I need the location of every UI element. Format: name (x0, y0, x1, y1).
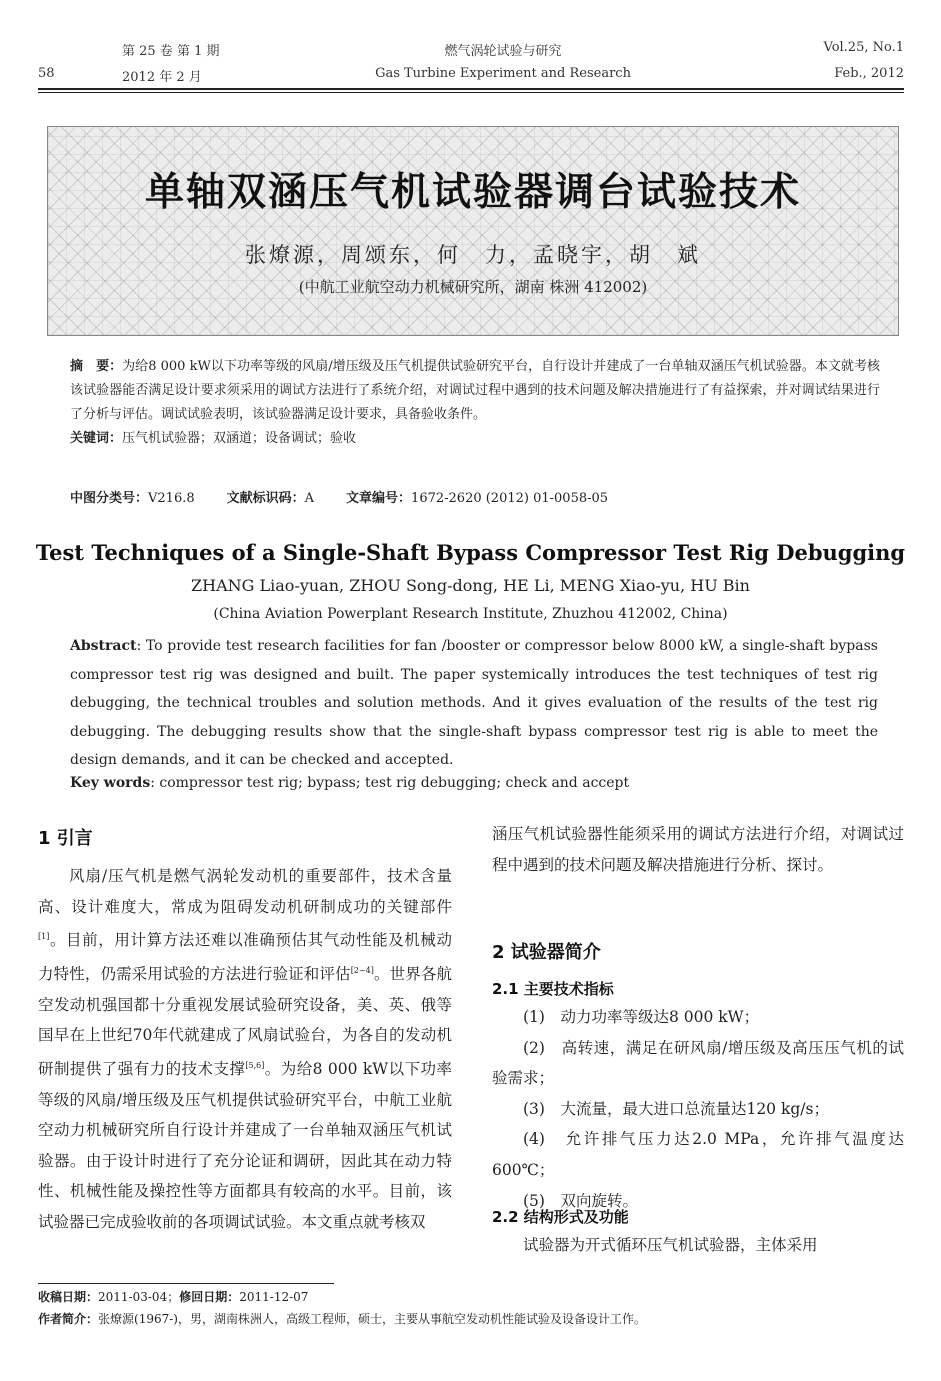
spec-item-5: (5) 双向旋转。 (523, 1191, 638, 1210)
article-no-value: 1672-2620 (2012) 01-0058-05 (411, 491, 609, 506)
abstract-en-text: : To provide test research facilities for fan /booster or compressor below 8000 kW, a single-shaft bypass compressor test rig was designed and built. The paper systemically introduces the test techniques of test rig debugging, the technical troubles and solution methods. And it gives evaluation of the results of the test rig debugging. The debugging results show that the single-shaft bypass compressor test rig is able to meet the design demands, and it can be checked and accepted. (70, 638, 878, 768)
header-page-number: 58 (38, 66, 55, 81)
author-bio-text: 张燎源(1967-)，男，湖南株洲人，高级工程师，硕士，主要从事航空发动机性能试验及设备设计工作。 (98, 1312, 646, 1326)
spec-item-1: (1) 动力功率等级达8 000 kW； (523, 1008, 760, 1026)
header-date-en: Feb., 2012 (834, 66, 904, 81)
abstract-cn-text: 为给8 000 kW以下功率等级的风扇/增压级及压气机提供试验研究平台，自行设计并建成了一台单轴双涵压气机试验器。本文就考核该试验器能否满足设计要求须采用的调试方法进行了系统介绍，对调试过程中遇到的技术问题及解决措施进行了有益探索，并对调试结果进行了分析与评估。调试试验表明，该试验器满足设计要求，具备验收条件。 (70, 359, 880, 422)
affiliation-en: (China Aviation Powerplant Research Institute, Zhuzhou 412002, China) (213, 606, 728, 622)
para-segment: 。为给8 000 kW以下功率等级的风扇/增压级及压气机提供试验研究平台，中航工业航空动力机械研究所自行设计并建成了一台单轴双涵压气机试验器。由于设计时进行了充分论证和调研，因此其在动力特性、机械性能及操控性等方面都具有较高的水平。目前，该试验器已完成验收前的各项调试试验。本文重点就考核双 (38, 1060, 452, 1231)
spec-list (492, 1002, 904, 1216)
paper-title-cn: 单轴双涵压气机试验器调台试验技术 (144, 170, 801, 215)
header-journal-en: Gas Turbine Experiment and Research (375, 66, 631, 81)
paper-title-en: Test Techniques of a Single-Shaft Bypass Compressor Test Rig Debugging (35, 540, 906, 565)
para-segment: 。世界各航空发动机强国都十分重视发展试验研究设备，美、英、俄等国早在上世纪70年代就建成了风扇试验台，为各自的发动机研制提供了强有力的技术支撑 (38, 965, 452, 1079)
header-rule-thin (38, 92, 904, 93)
footnote-dates: 收稿日期：2011-03-04；修回日期：2011-12-07 (38, 1290, 309, 1304)
section-1-heading: 1 引言 (38, 828, 93, 849)
header-volume-issue-cn: 第 25 卷 第 1 期 (122, 44, 220, 59)
header-volume-issue-en: Vol.25, No.1 (823, 40, 904, 55)
abstract-cn (70, 355, 880, 451)
doc-code-label: 文献标识码： (226, 491, 305, 506)
abstract-cn-label: 摘 要： (70, 359, 123, 374)
keywords-en (70, 775, 878, 791)
citation: [1] (38, 932, 50, 942)
keywords-cn (70, 427, 880, 451)
doc-code-value: A (304, 491, 315, 506)
clc-value: V216.8 (148, 491, 195, 506)
title-block (47, 126, 899, 336)
classification-line (70, 487, 608, 506)
revised-date: 2011-12-07 (239, 1290, 309, 1304)
abstract-en (70, 632, 878, 775)
header-journal-cn: 燃气涡轮试验与研究 (444, 44, 562, 59)
section-2-heading: 2 试验器简介 (492, 942, 601, 963)
para-segment: 。目前，用计算方法还难以准确预估其气动性能及机械动力特性，仍需采用试验的方法进行验证和评估 (38, 931, 452, 984)
keywords-cn-text: 压气机试验器；双涵道；设备调试；验收 (122, 431, 357, 446)
revised-label: 修回日期： (179, 1290, 240, 1304)
received-date: 2011-03-04 (98, 1290, 168, 1304)
author-bio-label: 作者简介： (38, 1312, 99, 1326)
subsection-2-2-text: 试验器为开式循环压气机试验器，主体采用 (523, 1236, 818, 1254)
abstract-en-label: Abstract (70, 638, 137, 654)
article-no-label: 文章编号： (346, 491, 412, 506)
authors-en: ZHANG Liao-yuan, ZHOU Song-dong, HE Li, MENG Xiao-yu, HU Bin (191, 576, 750, 595)
keywords-en-text: : compressor test rig; bypass; test rig debugging; check and accept (150, 775, 630, 791)
clc-label: 中图分类号： (70, 491, 149, 506)
citation: [2~4] (350, 965, 374, 975)
subsection-2-1-heading: 2.1 主要技术指标 (492, 980, 614, 998)
affiliation-cn: (中航工业航空动力机械研究所，湖南 株洲 412002) (298, 278, 648, 296)
para-segment: 风扇/压气机是燃气涡轮发动机的重要部件，技术含量高、设计难度大，常成为阻碍发动机研制成功的关键部件 (38, 867, 452, 916)
authors-cn: 张燎源，周颂东，何 力，孟晓宇，胡 斌 (245, 243, 701, 267)
keywords-en-label: Key words (70, 775, 151, 791)
citation: [5,6] (245, 1060, 265, 1070)
footnote-author (38, 1310, 646, 1327)
subsection-2-2-heading: 2.2 结构形式及功能 (492, 1208, 629, 1226)
header-rule-thick (38, 88, 904, 90)
received-label: 收稿日期： (38, 1290, 99, 1304)
keywords-cn-label: 关键词： (70, 431, 123, 446)
section-1-paragraph (38, 861, 452, 1238)
spec-item-3: (3) 大流量，最大进口总流量达120 kg/s； (523, 1099, 829, 1118)
spec-item-4: (4) 允许排气压力达2.0 MPa，允许排气温度达600℃； (492, 1130, 904, 1179)
section-1-continued: 涵压气机试验器性能须采用的调试方法进行介绍，对调试过程中遇到的技术问题及解决措施进行分析、探讨。 (492, 825, 904, 874)
header-date-cn: 2012 年 2 月 (122, 70, 202, 85)
spec-item-2: (2) 高转速，满足在研风扇/增压级及高压压气机的试验需求； (492, 1038, 904, 1088)
footnote-rule (38, 1283, 334, 1284)
